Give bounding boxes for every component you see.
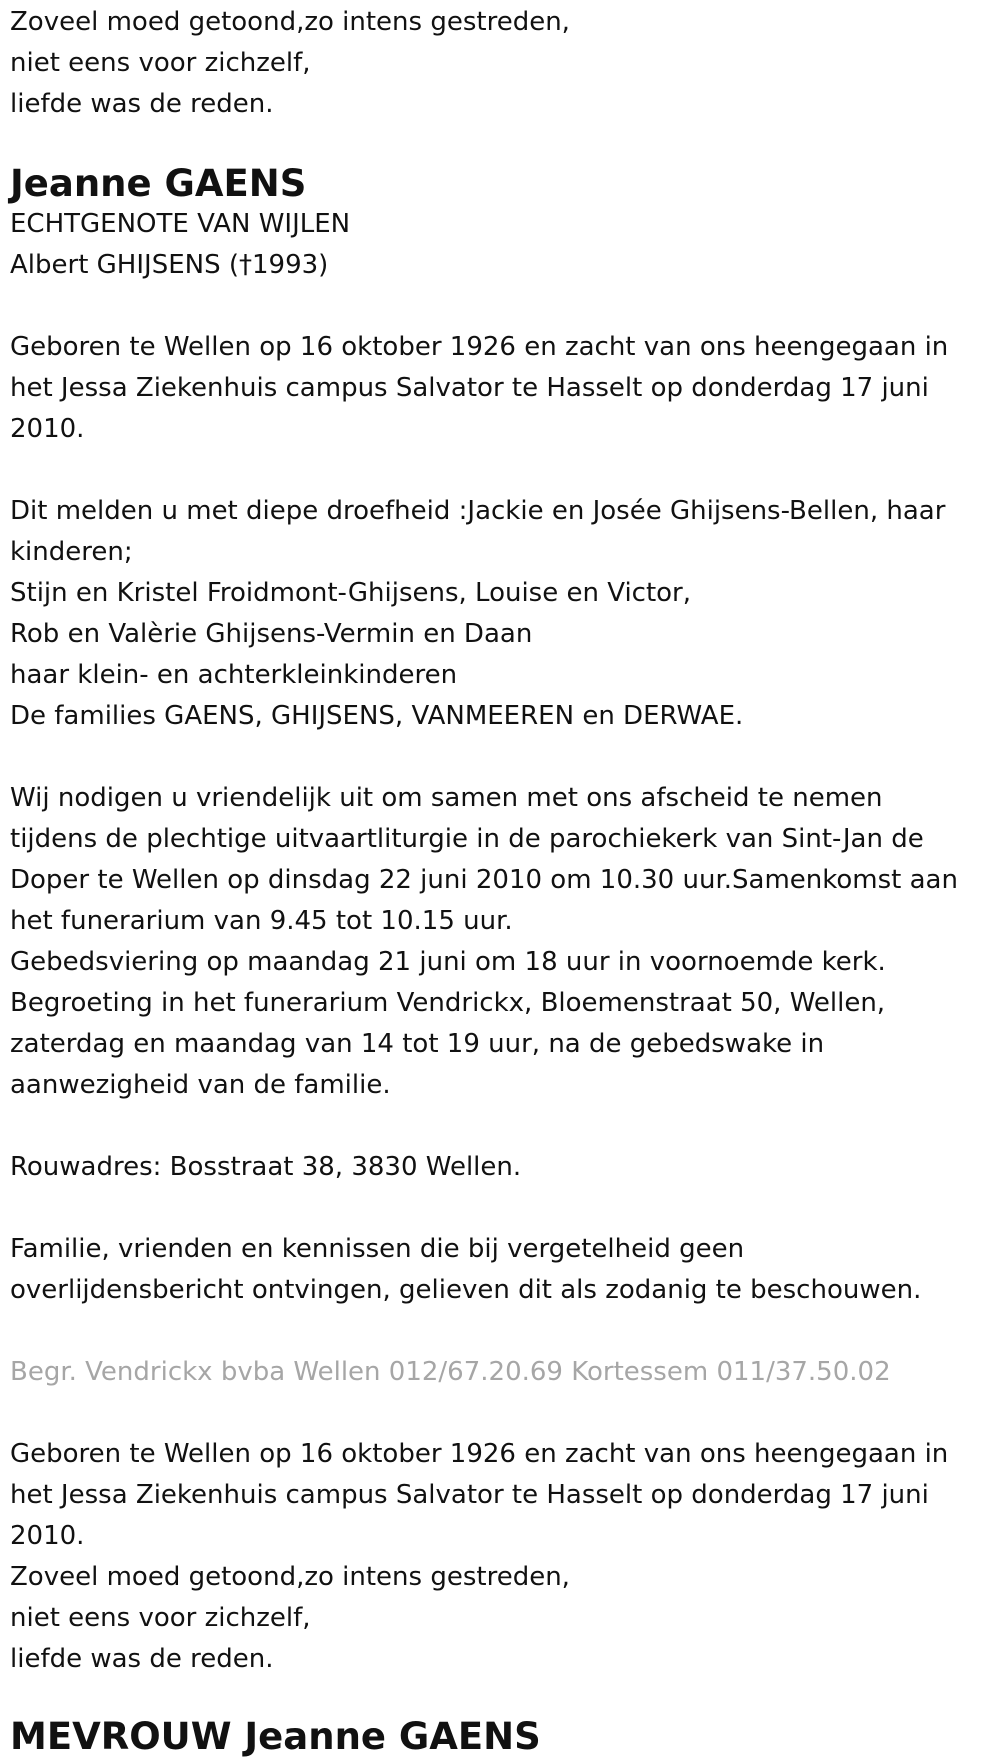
poem-line: liefde was de reden. [10, 1644, 274, 1674]
paragraph-line: Geboren te Wellen op 16 oktober 1926 en zacht van ons heengegaan in [10, 1439, 949, 1469]
paragraph-line: Geboren te Wellen op 16 oktober 1926 en zacht van ons heengegaan in [10, 332, 949, 362]
paragraph-line: het Jessa Ziekenhuis campus Salvator te Hasselt op donderdag 17 juni [10, 373, 929, 403]
spouse-title: ECHTGENOTE VAN WIJLEN [10, 209, 351, 239]
deceased-name: Jeanne GAENS [10, 162, 307, 205]
poem-bottom [10, 1557, 995, 1680]
paragraph-line: kinderen; [10, 537, 133, 567]
paragraph-line: Stijn en Kristel Froidmont-Ghijsens, Louise en Victor, [10, 578, 692, 608]
poem-line: niet eens voor zichzelf, [10, 1603, 311, 1633]
paragraph-line: De families GAENS, GHIJSENS, VANMEEREN en DERWAE. [10, 701, 744, 731]
paragraph-line: het funerarium van 9.45 tot 10.15 uur. [10, 906, 513, 936]
birth-death-repeat-paragraph [10, 1434, 995, 1557]
poem-top [10, 2, 995, 125]
spouse-name: Albert GHIJSENS (†1993) [10, 250, 329, 280]
poem-line: Zoveel moed getoond,zo intens gestreden, [10, 7, 570, 37]
poem-line: Zoveel moed getoond,zo intens gestreden, [10, 1562, 570, 1592]
paragraph-line: Doper te Wellen op dinsdag 22 juni 2010 om 10.30 uur.Samenkomst aan [10, 865, 958, 895]
paragraph-line: aanwezigheid van de familie. [10, 1070, 391, 1100]
family-paragraph [10, 491, 995, 737]
poem-line: niet eens voor zichzelf, [10, 48, 311, 78]
paragraph-line: overlijdensbericht ontvingen, gelieven dit als zodanig te beschouwen. [10, 1275, 922, 1305]
paragraph-line: Begroeting in het funerarium Vendrickx, Bloemenstraat 50, Wellen, [10, 988, 886, 1018]
birth-death-paragraph [10, 327, 995, 450]
undertaker-info: Begr. Vendrickx bvba Wellen 012/67.20.69 Kortessem 011/37.50.02 [10, 1357, 891, 1387]
paragraph-line: zaterdag en maandag van 14 tot 19 uur, na de gebedswake in [10, 1029, 825, 1059]
footer-name: MEVROUW Jeanne GAENS [10, 1715, 541, 1758]
paragraph-line: Gebedsviering op maandag 21 juni om 18 uur in voornoemde kerk. [10, 947, 886, 977]
paragraph-line: tijdens de plechtige uitvaartliturgie in de parochiekerk van Sint-Jan de [10, 824, 924, 854]
paragraph-line: Familie, vrienden en kennissen die bij vergetelheid geen [10, 1234, 745, 1264]
paragraph-line: 2010. [10, 1521, 85, 1551]
paragraph-line: 2010. [10, 414, 85, 444]
ceremony-paragraph [10, 778, 995, 1106]
paragraph-line: haar klein- en achterkleinkinderen [10, 660, 458, 690]
paragraph-line: Wij nodigen u vriendelijk uit om samen met ons afscheid te nemen [10, 783, 883, 813]
poem-line: liefde was de reden. [10, 89, 274, 119]
notice-paragraph [10, 1229, 995, 1311]
obituary-document [10, 0, 995, 1761]
mourning-address: Rouwadres: Bosstraat 38, 3830 Wellen. [10, 1152, 522, 1182]
paragraph-line: Dit melden u met diepe droefheid :Jackie en Josée Ghijsens-Bellen, haar [10, 496, 946, 526]
paragraph-line: Rob en Valèrie Ghijsens-Vermin en Daan [10, 619, 533, 649]
paragraph-line: het Jessa Ziekenhuis campus Salvator te Hasselt op donderdag 17 juni [10, 1480, 929, 1510]
